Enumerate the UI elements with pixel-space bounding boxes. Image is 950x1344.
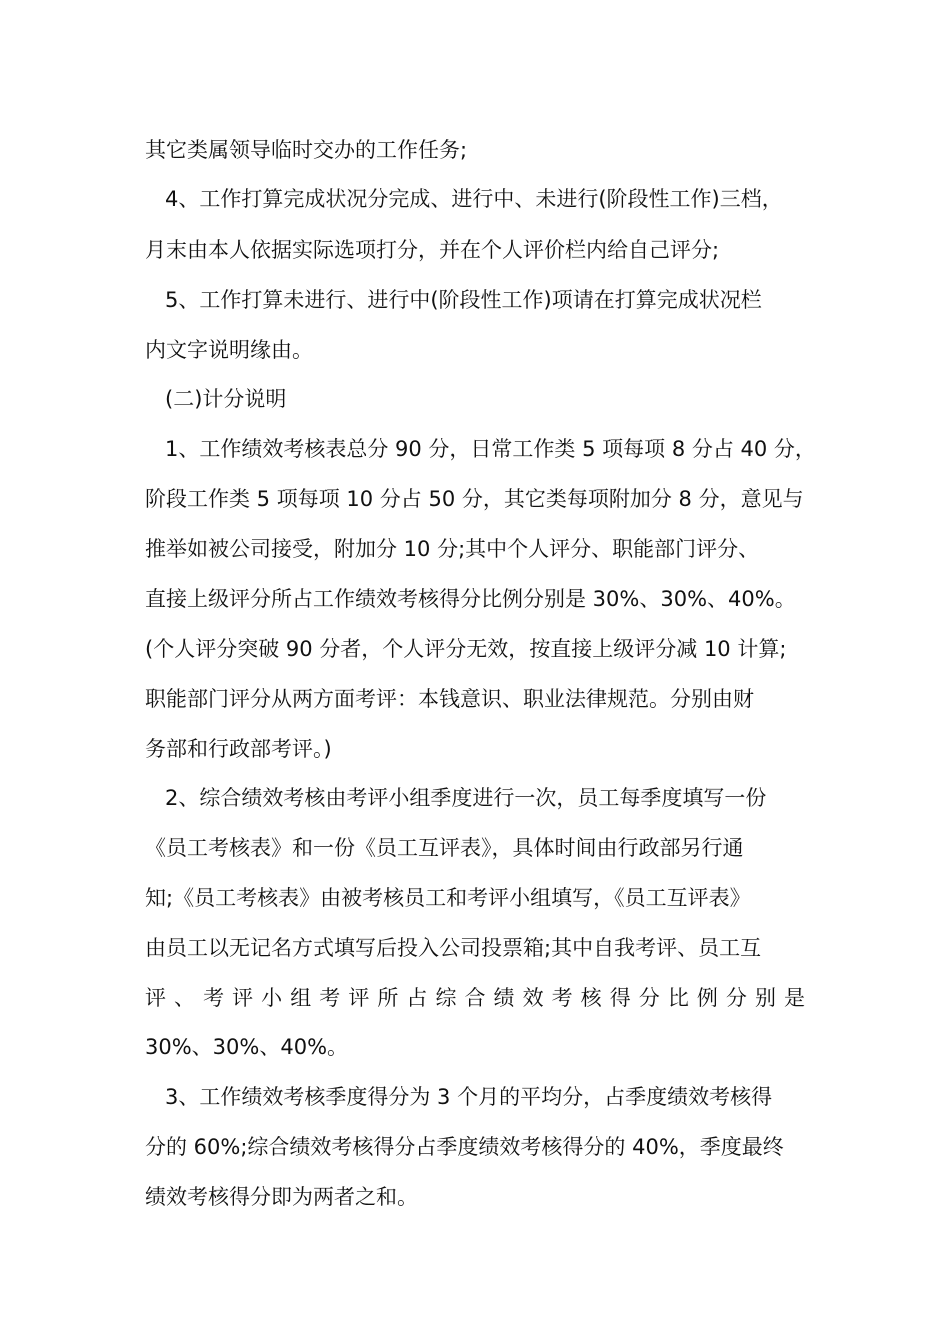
text-line: 2、综合绩效考核由考评小组季度进行一次，员工每季度填写一份 xyxy=(165,786,767,810)
text-line: 务部和行政部考评。) xyxy=(145,737,332,761)
text-line: 知;《员工考核表》由被考核员工和考评小组填写，《员工互评表》 xyxy=(145,886,751,910)
text-line: 4、工作打算完成状况分完成、进行中、未进行(阶段性工作)三档， xyxy=(165,187,783,211)
text-line: 绩效考核得分即为两者之和。 xyxy=(145,1185,418,1209)
text-line: 3、工作绩效考核季度得分为 3 个月的平均分，占季度绩效考核得 xyxy=(165,1085,773,1109)
text-line: 5、工作打算未进行、进行中(阶段性工作)项请在打算完成状况栏 xyxy=(165,288,762,312)
text-line: 直接上级评分所占工作绩效考核得分比例分别是 30%、30%、40%。 xyxy=(145,587,796,611)
text-line: 1、工作绩效考核表总分 90 分，日常工作类 5 项每项 8 分占 40 分， xyxy=(165,437,816,461)
text-line: 职能部门评分从两方面考评：本钱意识、职业法律规范。分别由财 xyxy=(145,687,754,711)
text-line: 由员工以无记名方式填写后投入公司投票箱;其中自我考评、员工互 xyxy=(145,936,762,960)
text-line: 推举如被公司接受，附加分 10 分;其中个人评分、职能部门评分、 xyxy=(145,537,760,561)
text-line: 月末由本人依据实际选项打分，并在个人评价栏内给自己评分; xyxy=(145,238,720,262)
text-line: 内文字说明缘由。 xyxy=(145,338,313,362)
text-line: 其它类属领导临时交办的工作任务; xyxy=(145,138,468,162)
text-line: 30%、30%、40%。 xyxy=(145,1035,349,1059)
text-line: 阶段工作类 5 项每项 10 分占 50 分，其它类每项附加分 8 分，意见与 xyxy=(145,487,804,511)
text-line: 《员工考核表》和一份《员工互评表》，具体时间由行政部另行通 xyxy=(145,836,744,860)
section-heading: (二)计分说明 xyxy=(165,387,287,411)
text-line: 分的 60%;综合绩效考核得分占季度绩效考核得分的 40%，季度最终 xyxy=(145,1135,784,1159)
text-line: 评、考评小组考评所占综合绩效考核得分比例分别是 xyxy=(145,986,805,1010)
text-line: (个人评分突破 90 分者，个人评分无效，按直接上级评分减 10 计算; xyxy=(145,637,787,661)
